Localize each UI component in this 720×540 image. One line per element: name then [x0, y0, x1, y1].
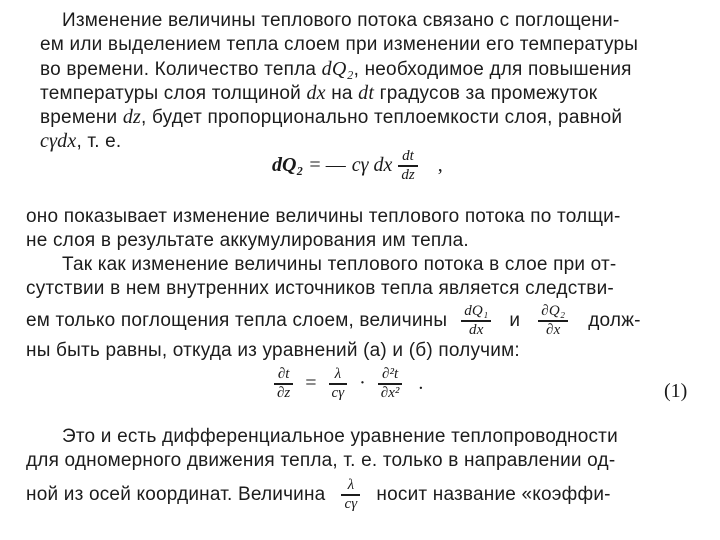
formula-operator: =	[305, 372, 317, 395]
fraction-denominator: dx	[469, 321, 484, 338]
paragraph2-line2: не слоя в результате аккумулирования им тепла.	[26, 230, 469, 251]
paragraph1-line3	[40, 58, 632, 81]
math-variable: cγdx	[40, 130, 77, 152]
paragraph3-line4: ны быть равны, откуда из уравнений (а) и (б) получим:	[26, 340, 520, 361]
paragraph4-line1: Это и есть дифференциальное уравнение теплопроводности	[62, 426, 618, 447]
inline-fraction-dq1-dx	[461, 303, 491, 339]
paragraph4-line3	[26, 477, 611, 513]
math-variable: dx	[306, 82, 326, 104]
text-segment: температуры слоя толщиной	[40, 83, 307, 104]
formula-term: cγ dx	[351, 154, 393, 177]
fraction-numerator: ∂²t	[382, 366, 399, 382]
formula-punctuation: ,	[437, 154, 443, 177]
inline-fraction-lambda	[341, 477, 360, 513]
fraction-denominator: ∂x	[545, 321, 561, 338]
text-segment: времени	[40, 107, 123, 128]
fraction-denominator: cγ	[344, 495, 358, 512]
text-segment: , т. е.	[76, 131, 122, 152]
text-segment: на	[325, 83, 359, 104]
paragraph1-line1: Изменение величины теплового потока связано с поглощени-	[62, 10, 620, 31]
fraction-numerator: λ	[347, 477, 355, 493]
fraction-denominator: dz	[401, 166, 415, 183]
text-segment: ной из осей координат. Величина	[26, 483, 326, 505]
paragraph1-line2: ем или выделением тепла слоем при изменении его температуры	[40, 34, 639, 55]
formula-lhs: dQ₂	[272, 154, 304, 177]
text-segment: долж-	[588, 309, 641, 331]
text-segment: и	[509, 309, 521, 331]
formula-operator: = —	[309, 154, 346, 177]
text-segment: градусов за промежуток	[374, 83, 598, 104]
paragraph1-line4	[40, 82, 597, 105]
math-variable: dz	[122, 106, 142, 128]
formula-fraction-d2t-dx2	[378, 366, 403, 402]
paragraph4-line2: для одномерного движения тепла, т. е. только в направлении од-	[26, 450, 616, 471]
math-variable: dt	[358, 82, 375, 104]
paragraph1-line5	[40, 106, 622, 129]
formula-dq2	[272, 148, 443, 184]
paragraph3-line1: Так как изменение величины теплового потока в слое при от-	[62, 254, 617, 275]
formula-punctuation: .	[418, 372, 424, 395]
formula-fraction	[398, 148, 417, 184]
fraction-denominator: ∂x²	[380, 384, 400, 401]
text-segment: ем только поглощения тепла слоем, величины	[26, 309, 448, 331]
paragraph1-line6	[40, 130, 121, 153]
paragraph2-line1: оно показывает изменение величины теплового потока по толщи-	[26, 206, 621, 227]
paragraph3-line3	[26, 303, 641, 339]
heat-equation-formula	[268, 366, 423, 402]
fraction-denominator: cγ	[331, 384, 345, 401]
formula-fraction-lambda	[329, 366, 348, 402]
formula-operator: ·	[359, 372, 366, 395]
inline-fraction-dq2-dx	[538, 303, 568, 339]
formula-fraction-dt-dz	[274, 366, 293, 402]
fraction-numerator: λ	[334, 366, 342, 382]
text-segment: во времени. Количество тепла	[40, 59, 322, 80]
paragraph3-line2: сутствии в нем внутренних источников тепла является следстви-	[26, 278, 614, 299]
text-segment: , будет пропорционально теплоемкости слоя, равной	[141, 107, 623, 128]
fraction-numerator: dQ₁	[464, 303, 489, 319]
equation-number: (1)	[664, 380, 688, 402]
fraction-numerator: ∂Q₂	[541, 303, 566, 319]
text-segment: , необходимое для повышения	[353, 59, 632, 80]
text-segment: носит название «коэффи-	[376, 483, 611, 505]
math-variable: dQ₂	[321, 58, 354, 80]
fraction-denominator: ∂z	[277, 384, 291, 401]
fraction-numerator: dt	[402, 148, 414, 164]
fraction-numerator: ∂t	[277, 366, 290, 382]
